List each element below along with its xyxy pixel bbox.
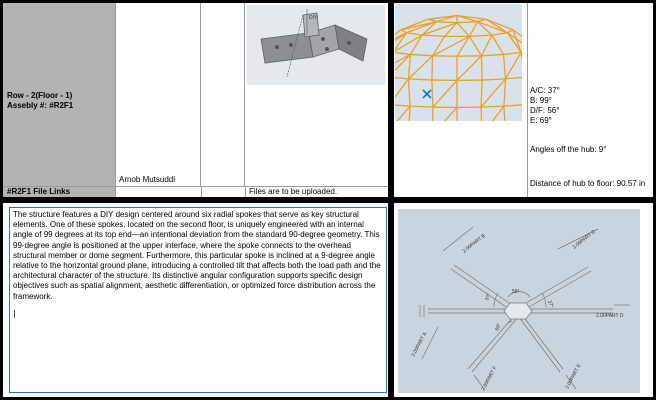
- file-links-divider-2: [245, 187, 246, 197]
- part-e-label: 2.00PART E: [564, 363, 583, 390]
- description-textbox[interactable]: [9, 207, 387, 393]
- part-c-label: 2.00PART C: [571, 228, 597, 251]
- assembly-label: Assebly #: #R2F1: [7, 101, 74, 110]
- file-links-divider-1: [201, 187, 202, 197]
- hub-distance: Distance of hub to floor: 90.57 in: [530, 179, 646, 188]
- angle-df: D/F: 56°: [530, 106, 560, 115]
- row-label: Row - 2(Floor - 1): [7, 91, 73, 100]
- dome-strut: [432, 56, 433, 80]
- part-b-label: 2.00PART B: [461, 233, 487, 255]
- angle-ac: A/C: 37°: [530, 86, 560, 95]
- drawing-panel: [394, 203, 653, 397]
- author-name: Arnob Mutsuddi: [119, 175, 176, 184]
- author-cell: [116, 3, 201, 186]
- part-d-label: 2.00PART D: [596, 313, 624, 319]
- part-f-label: 2.00PART F: [480, 365, 499, 392]
- bracket-render-image: [247, 5, 385, 85]
- hub-angle: Angles off the hub: 9°: [530, 145, 607, 154]
- radial-spoke-drawing: [398, 209, 640, 393]
- angle-69-label: 69°: [494, 322, 503, 332]
- assembly-table-panel: [3, 3, 388, 197]
- geodesic-dome-image: [395, 4, 522, 121]
- file-links-label: #R2F1 File Links: [7, 187, 71, 196]
- text-cursor: [14, 310, 15, 318]
- description-text: The structure features a DIY design centered around six radial spokes that serve as key structural elements. One of these spokes, located on the second floor, is uniquely engineered with an internal angle of 99 degrees at its top end—an intentional deviation from the standard 90-degree geometry. This 99-degree angle is positioned at the upper interface, where the spoke connects to the overhead structural member or dome segment. Furthermore, this particular spoke is inclined at a 9-degree angle relative to the horizontal ground plane, introducing a controlled tilt that affects both the load path and the architectural character of the structure. Its distinctive angular configuration supports specific design objectives such as spatial alignment, aesthetic differentiation, or optimized force distribution across the framework.: [13, 210, 381, 301]
- angle-e: E: 69°: [530, 116, 552, 125]
- empty-cell: [201, 3, 245, 186]
- angle-37-right-label: 37°: [546, 299, 555, 309]
- dome-divider: [527, 3, 528, 197]
- angle-b: B: 99°: [530, 96, 552, 105]
- dome-angles-panel: [394, 3, 653, 197]
- part-a-label: 2.00PART A: [410, 331, 429, 358]
- files-note: Files are to be uploaded.: [249, 187, 338, 196]
- description-panel: [3, 203, 388, 397]
- center-angle-label: 56°: [512, 289, 520, 295]
- file-links-row: [3, 186, 388, 197]
- angle-37-left-label: 37°: [484, 292, 493, 302]
- bracket-dimension-label: DIY: [309, 15, 318, 21]
- dome-strut: [481, 56, 482, 80]
